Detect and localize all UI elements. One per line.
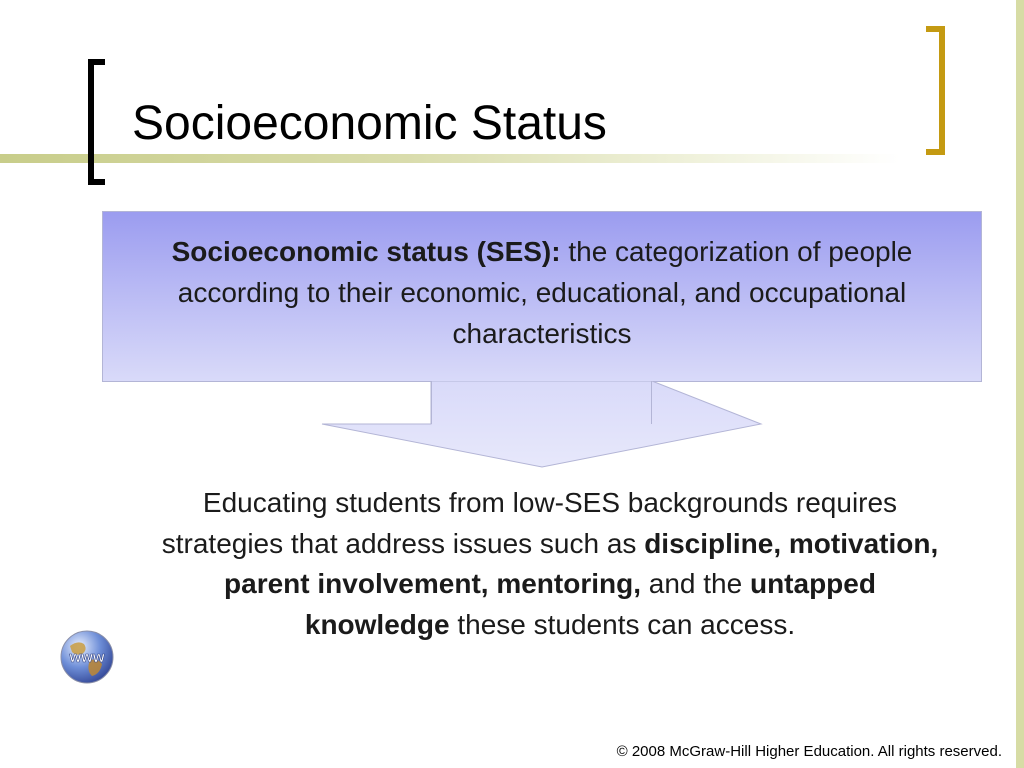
title-underline bbox=[0, 154, 900, 163]
globe-label: www bbox=[69, 649, 105, 666]
definition-text: the categorization of people according to their economic, educational, and occupational characteristics bbox=[177, 236, 913, 349]
copyright-notice: © 2008 McGraw-Hill Higher Education. All rights reserved. bbox=[616, 743, 1002, 760]
down-arrow bbox=[320, 381, 764, 469]
body-text-part2: and the bbox=[640, 568, 750, 599]
body-paragraph bbox=[150, 483, 950, 645]
right-bracket-decoration bbox=[926, 26, 945, 155]
definition-term: Socioeconomic status (SES): bbox=[171, 236, 561, 267]
right-edge-bar bbox=[1016, 0, 1024, 768]
body-text-part1: Educating students from low-SES backgrounds requires strategies that address issues such as bbox=[161, 487, 898, 559]
body-text-part3: these students can access. bbox=[449, 608, 796, 640]
body-bold-knowledge: untapped knowledge bbox=[304, 568, 876, 640]
globe-web-icon[interactable] bbox=[60, 630, 114, 684]
slide-title: Socioeconomic Status bbox=[132, 97, 607, 150]
left-bracket-decoration bbox=[88, 59, 105, 185]
definition-box bbox=[102, 211, 982, 382]
body-bold-issues: discipline, motivation, parent involvement, mentoring, bbox=[224, 527, 939, 599]
